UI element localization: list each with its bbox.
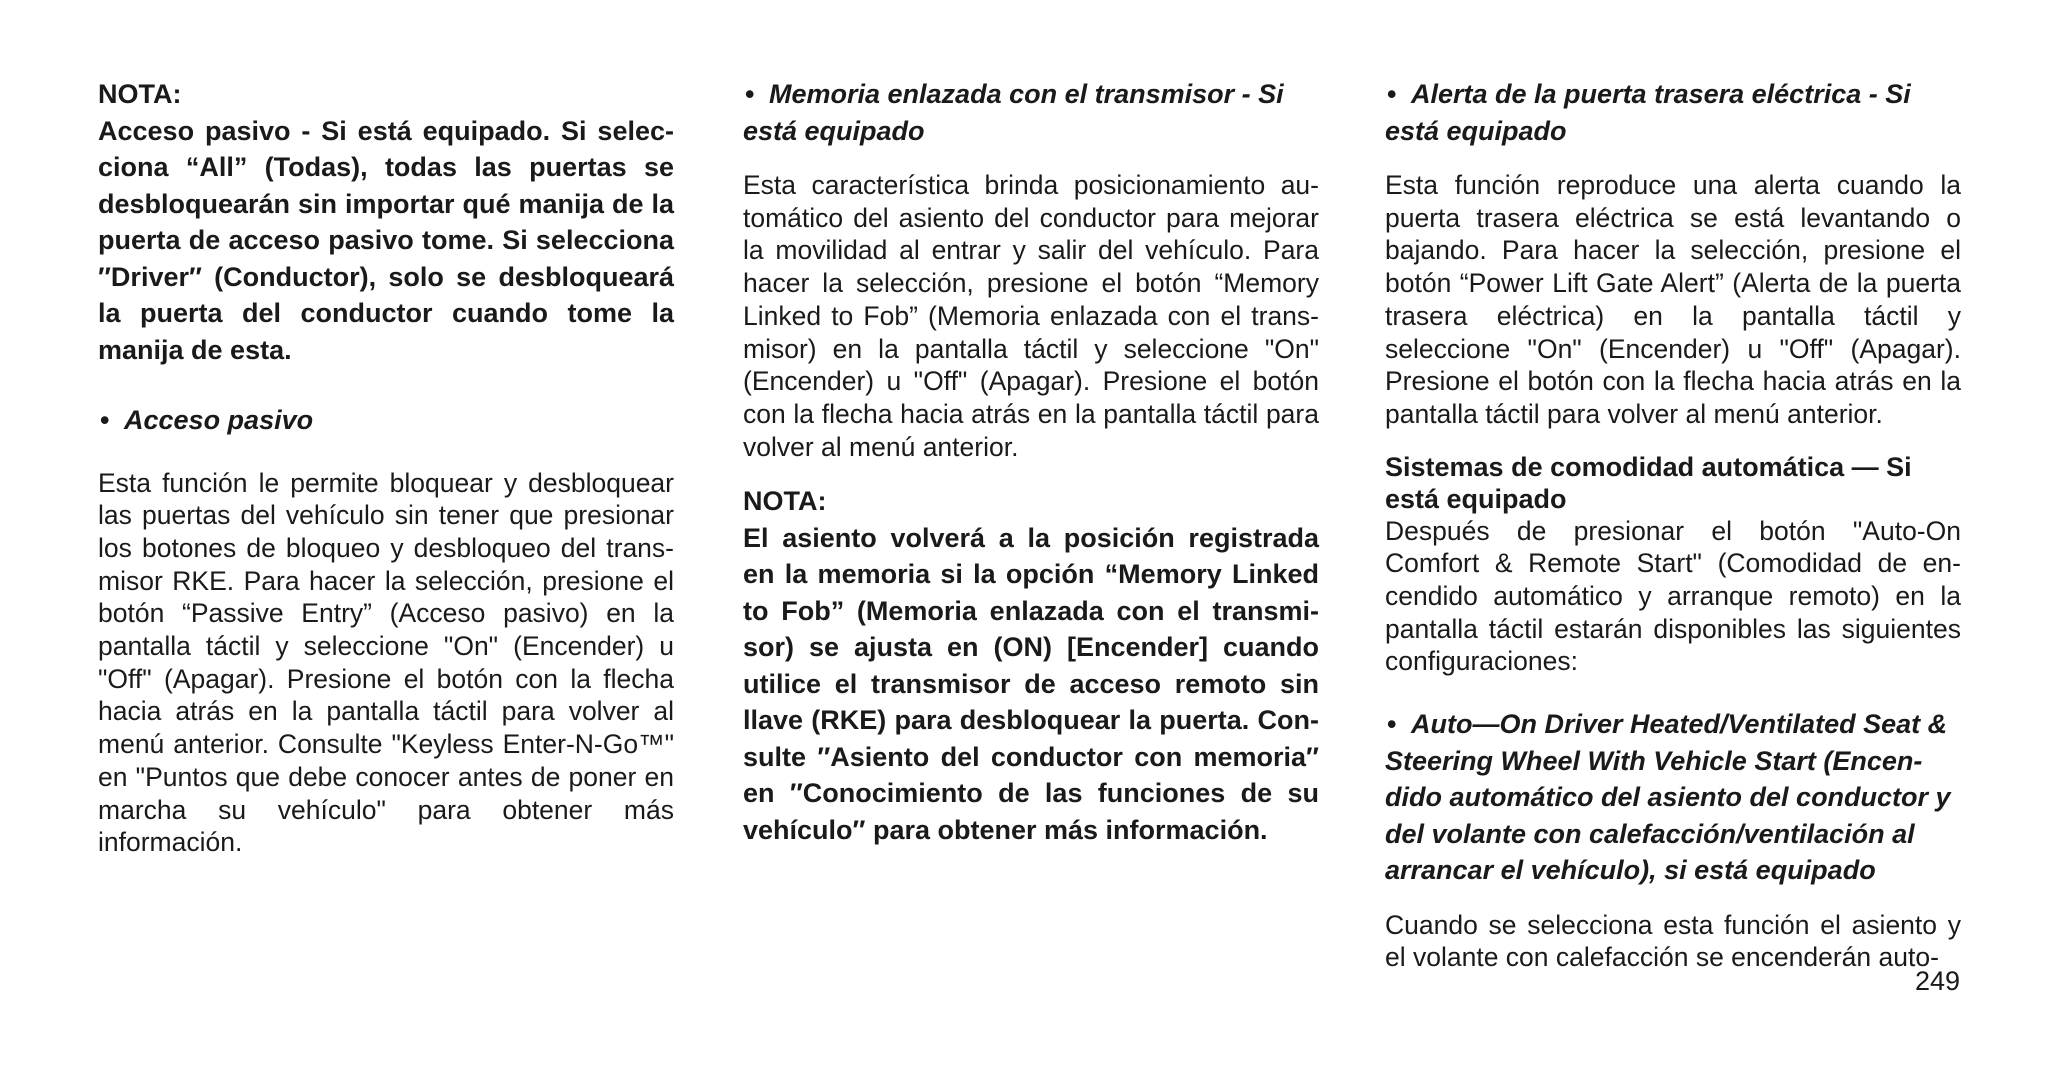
note-text: Acceso pasivo - Si está equipado. Si selecciona “All” (Todas), todas las puertas se desbloquearán sin importar qué manija de la puerta de acceso pasivo tome. Si selecciona ″Driver″ (Conductor), solo se desbloqueará la puerta del conductor cuando tome la manija de esta. [98, 115, 674, 365]
bullet-title: Acceso pasivo [124, 405, 314, 435]
bullet-marker: • [1387, 709, 1397, 740]
bullet-title: Auto—On Driver Heated/Ventilated Seat & Steering Wheel With Vehicle Start (Encendido automático del asiento del conductor y del volante con calefacción/ventilación al arrancar el vehículo), si está equipado [1385, 709, 1951, 886]
note-label: NOTA: [743, 486, 827, 517]
column-left [98, 76, 674, 859]
bullet-title: Alerta de la puerta trasera eléctrica - Si está equipado [1385, 79, 1911, 146]
body-paragraph: Cuando se selecciona esta función el asiento y el volante con calefacción se encenderán auto- [1385, 909, 1961, 973]
bullet-marker: • [1387, 79, 1397, 109]
note-text: El asiento volverá a la posición registrada en la memoria si la opción “Memory Linked to Fob” (Memoria enlazada con el transmisor) se ajusta en (ON) [Encender] cuando utilice el transmisor de acceso remoto sin llave (RKE) para desbloquear la puerta. Consulte ″Asiento del conductor con memoria″ en ″Conocimiento de las funciones de su vehículo″ para obtener más información. [743, 522, 1319, 845]
body-paragraph: Esta función le permite bloquear y desbloquear las puertas del vehículo sin tener que presionar los botones de bloqueo y desbloqueo del transmisor RKE. Para hacer la selección, presione el botón “Passive Entry” (Acceso pasivo) en la pantalla táctil y seleccione "On" (Encender) u "Off" (Apagar). Presione el botón con la flecha hacia atrás en la pantalla táctil para volver al menú anterior. Consulte "Keyless Enter-N-Go™" en "Puntos que debe conocer antes de poner en marcha su vehículo" para obtener más información. [98, 467, 674, 858]
bullet-marker: • [100, 405, 110, 435]
bullet-heading-auto-on [1385, 706, 1961, 889]
bullet-heading-passive-entry [98, 402, 674, 439]
bullet-marker: • [745, 79, 755, 109]
section-heading: Sistemas de comodidad automática — Si está equipado [1385, 451, 1912, 514]
body-paragraph: Después de presionar el botón "Auto-On Comfort & Remote Start" (Comodidad de encendido automático y arranque remoto) en la pantalla táctil estarán disponibles las siguientes configuraciones: [1385, 515, 1961, 677]
body-paragraph: Esta función reproduce una alerta cuando la puerta trasera eléctrica se está levantando o bajando. Para hacer la selección, presione el botón “Power Lift Gate Alert” (Alerta de la puerta trasera eléctrica) en la pantalla táctil y seleccione "On" (Encender) u "Off" (Apagar). Presione el botón con la flecha hacia atrás en la pantalla táctil para volver al menú anterior. [1385, 170, 1961, 429]
body-paragraph: Esta característica brinda posicionamiento automático del asiento del conductor para mejorar la movilidad al entrar y salir del vehículo. Para hacer la selección, presione el botón “Memory Linked to Fob” (Memoria enlazada con el transmisor) en la pantalla táctil y seleccione "On" (Encender) u "Off" (Apagar). Presione el botón con la flecha hacia atrás en la pantalla táctil para volver al menú anterior. [743, 170, 1319, 462]
column-right [1385, 76, 1961, 974]
bullet-heading-memory-fob [743, 76, 1319, 149]
page-number: 249 [1914, 966, 1960, 996]
note-label: NOTA: [98, 79, 182, 109]
column-middle [743, 76, 1319, 848]
bullet-heading-liftgate-alert [1385, 76, 1961, 149]
bullet-title: Memoria enlazada con el transmisor - Si está equipado [743, 79, 1284, 146]
